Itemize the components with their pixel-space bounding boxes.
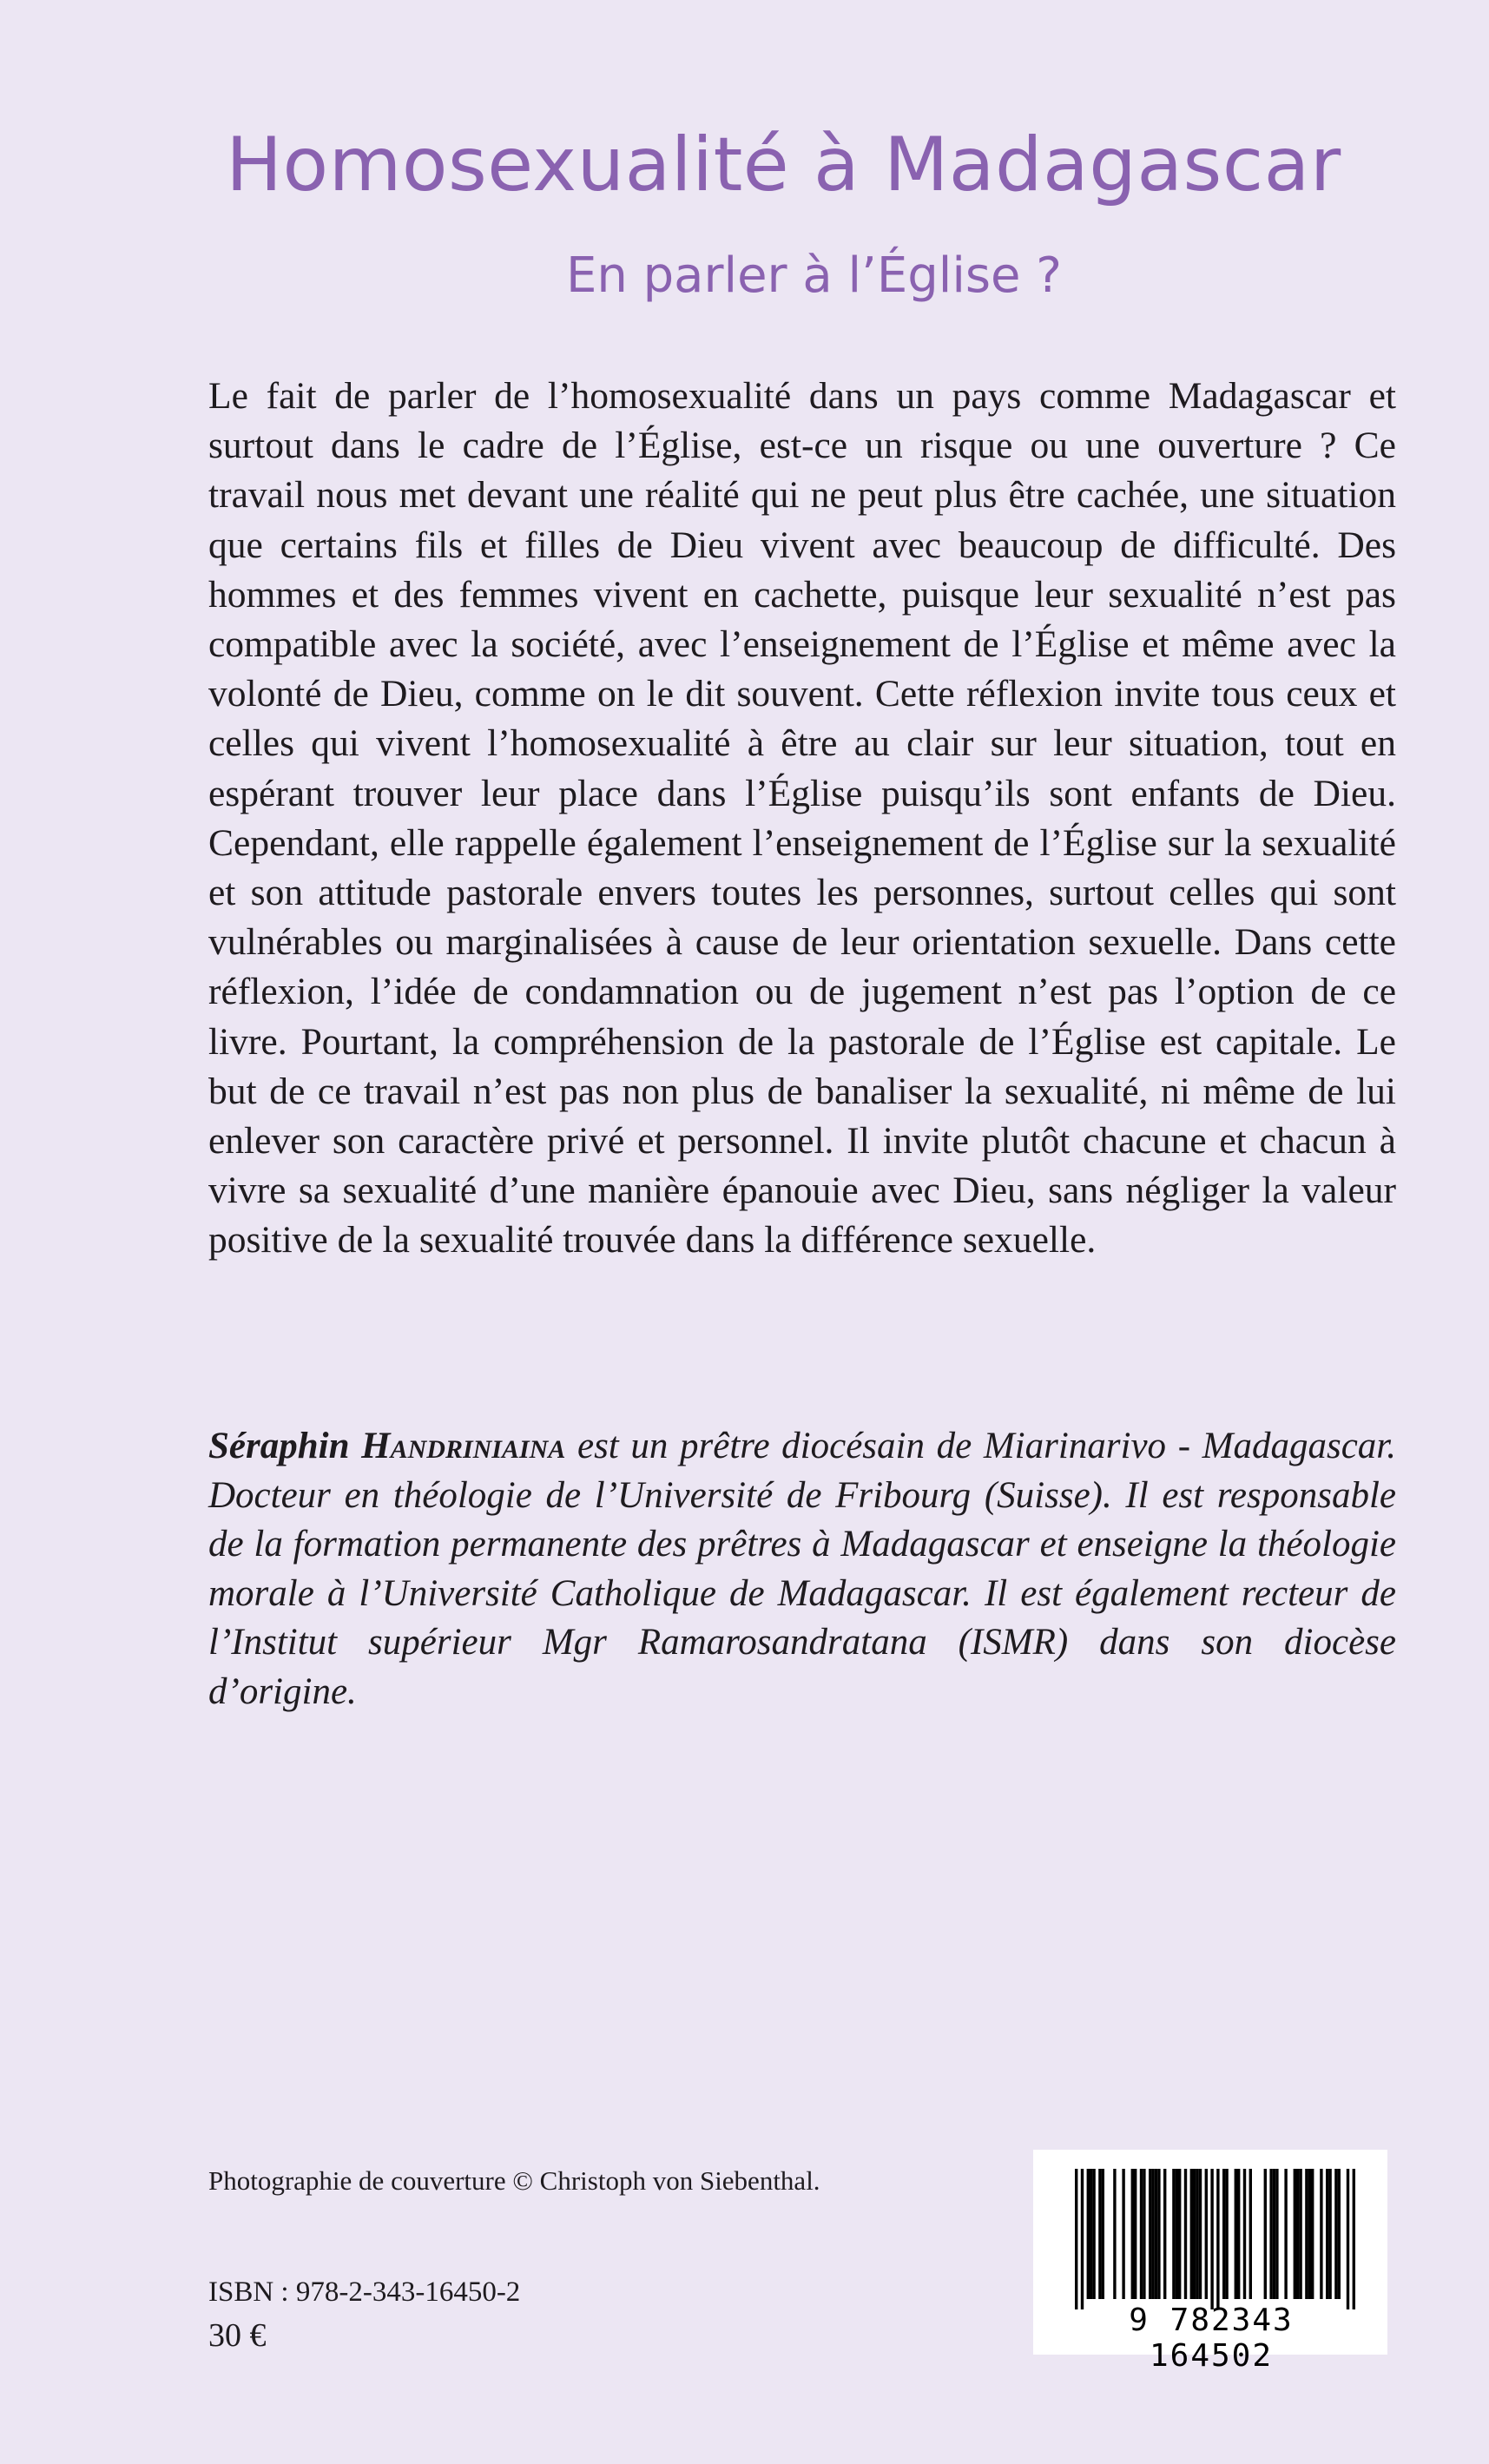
author-surname: Handriniaina <box>361 1426 566 1466</box>
barcode-bar <box>1163 2169 1166 2299</box>
barcode-bar <box>1216 2169 1219 2309</box>
barcode-bar <box>1347 2169 1349 2309</box>
barcode-bar <box>1081 2169 1084 2309</box>
barcode-bar <box>1225 2169 1228 2299</box>
barcode-bar <box>1320 2169 1322 2299</box>
isbn: ISBN : 978-2-343-16450-2 <box>208 2276 521 2308</box>
barcode-bar <box>1178 2169 1181 2299</box>
barcode-bar <box>1305 2169 1308 2299</box>
barcode-bar <box>1299 2169 1301 2299</box>
barcode-bar <box>1087 2169 1090 2299</box>
price: 30 € <box>208 2317 267 2354</box>
barcode-bar <box>1210 2169 1213 2309</box>
barcode-bar <box>1092 2169 1095 2299</box>
barcode-bar <box>1098 2169 1101 2299</box>
barcode-bar <box>1243 2169 1246 2299</box>
barcode-bar <box>1284 2169 1287 2299</box>
author-bio-text: est un prêtre diocésain de Miarinarivo - Madagascar. Docteur en théologie de l’Université de Fribourg (Suisse). Il est responsable de la formation permanente des prêtres à Madagascar et enseigne la théologie morale à l’Université Catholique de Madagascar. Il est également recteur de l’Institut supérieur Mgr Ramarosandratana (ISMR) dans son diocèse d’origine. <box>208 1426 1397 1712</box>
barcode-bar <box>1155 2169 1157 2299</box>
barcode-bar <box>1249 2169 1252 2299</box>
author-bio <box>208 1422 1396 1716</box>
barcode-bar <box>1269 2169 1272 2299</box>
barcode-bar <box>1235 2169 1237 2299</box>
barcode-bar <box>1140 2169 1143 2299</box>
barcode-bar <box>1075 2169 1077 2309</box>
barcode-bar <box>1176 2169 1178 2299</box>
barcode-bar <box>1273 2169 1275 2299</box>
barcode-bar <box>1184 2169 1187 2299</box>
barcode <box>1033 2150 1387 2374</box>
barcode-bar <box>1275 2169 1278 2299</box>
barcode-bar <box>1296 2169 1299 2299</box>
barcode-bar <box>1334 2169 1337 2299</box>
barcode-bar <box>1264 2169 1267 2299</box>
barcode-bar <box>1222 2169 1225 2299</box>
barcode-bar <box>1294 2169 1296 2299</box>
barcode-bar <box>1328 2169 1331 2299</box>
photo-credit: Photographie de couverture © Christoph von Siebenthal. <box>208 2165 820 2196</box>
barcode-bar <box>1149 2169 1151 2299</box>
barcode-bar <box>1237 2169 1240 2299</box>
barcode-bar <box>1113 2169 1116 2299</box>
barcode-digits: 9 782343 164502 <box>1129 2303 1294 2374</box>
barcode-bar <box>1311 2169 1314 2299</box>
barcode-bar <box>1196 2169 1198 2299</box>
barcode-bar <box>1205 2169 1208 2299</box>
barcode-bar <box>1157 2169 1160 2299</box>
barcode-bar <box>1193 2169 1196 2299</box>
book-title: Homosexualité à Madagascar <box>226 122 1341 208</box>
barcode-bar <box>1190 2169 1193 2299</box>
barcode-bar <box>1102 2169 1104 2299</box>
barcode-bar <box>1134 2169 1137 2299</box>
barcode-bar <box>1090 2169 1092 2299</box>
barcode-bar <box>1172 2169 1175 2299</box>
barcode-bar <box>1353 2169 1355 2309</box>
book-subtitle: En parler à l’Église ? <box>565 247 1063 304</box>
barcode-bar <box>1338 2169 1341 2299</box>
barcode-bar <box>1122 2169 1124 2299</box>
barcode-bar <box>1151 2169 1154 2299</box>
back-cover-blurb: Le fait de parler de l’homosexualité dans un pays comme Madagascar et surtout dans le cadre de l’Église, est-ce un risque ou une ouverture ? Ce travail nous met devant une réalité qui ne peut plus être cachée, une situation que certains fils et filles de Dieu vivent avec beaucoup de difficulté. Des hommes et des femmes vivent en cachette, puisque leur sexualité n’est pas compatible avec la société, avec l’enseignement de l’Église et même avec la volonté de Dieu, comme on le dit souvent. Cette réflexion invite tous ceux et celles qui vivent l’homosexualité à être au clair sur leur situation, tout en espérant trouver leur place dans l’Église puisqu’ils sont enfants de Dieu. Cependant, elle rappelle également l’enseignement de l’Église sur la sexualité et son attitude pastorale envers toutes les personnes, surtout celles qui sont vulnérables ou marginalisées à cause de leur orientation sexuelle. Dans cette réflexion, l’idée de condamnation ou de jugement n’est pas l’option de ce livre. Pourtant, la compréhension de la pastorale de l’Église est capitale. Le but de ce travail n’est pas non plus de banaliser la sexualité, ni même de lui enlever son caractère privé et personnel. Il invite plutôt chacune et chacun à vivre sa sexualité d’une manière épanouie avec Dieu, sans négliger la valeur positive de la sexualité trouvée dans la différence sexuelle. <box>208 375 1396 1262</box>
barcode-bar <box>1326 2169 1328 2299</box>
barcode-bar <box>1199 2169 1202 2299</box>
barcode-bar <box>1131 2169 1134 2299</box>
barcode-bar <box>1143 2169 1145 2299</box>
author-first-name: Séraphin <box>208 1426 350 1466</box>
barcode-bar <box>1308 2169 1311 2299</box>
